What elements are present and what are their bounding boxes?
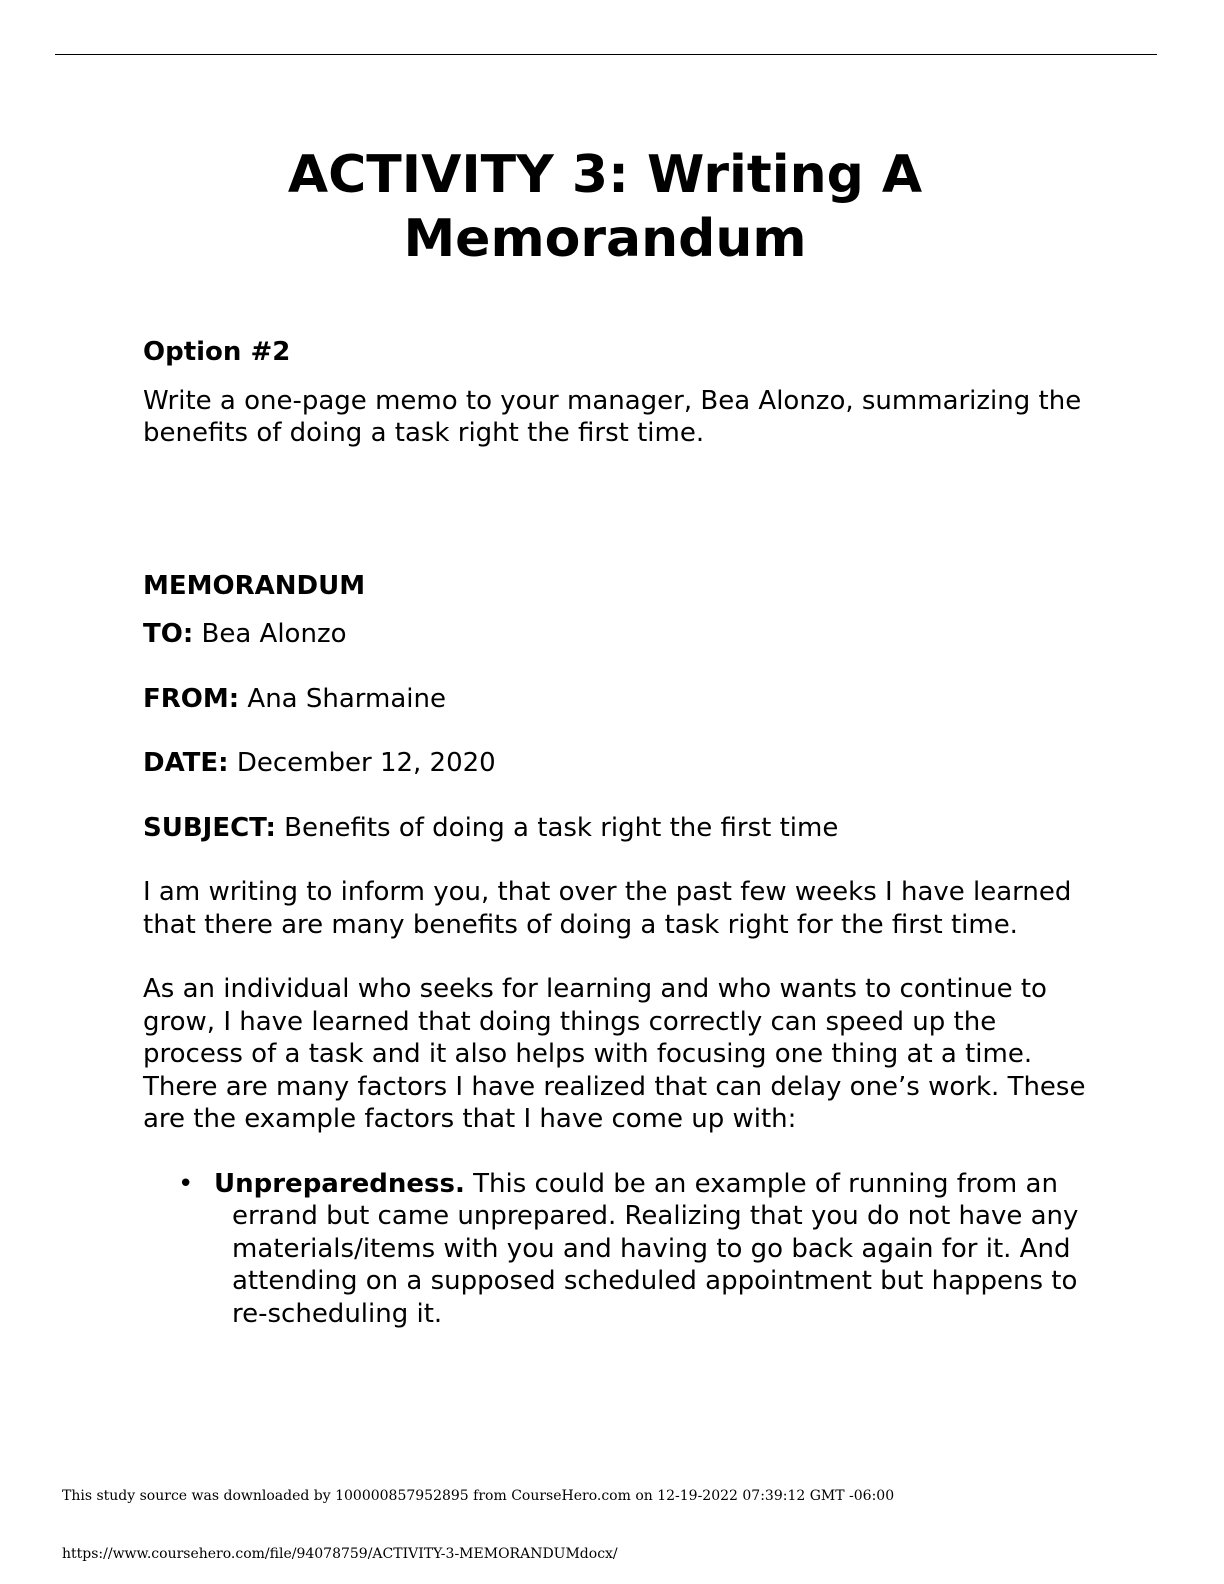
subject-value: Benefits of doing a task right the first time	[275, 812, 839, 843]
memo-subject-field	[143, 812, 1093, 845]
to-label: TO:	[143, 619, 194, 649]
download-source-note: This study source was downloaded by 100000857952895 from CourseHero.com on 12-19-2022 07:39:12 GMT -06:00	[62, 1488, 895, 1504]
option-heading: Option #2	[143, 337, 291, 367]
list-item: • Unpreparedness. This could be an example of running from an errand but came unprepared. Realizing that you do not have any materials/items with you and having to go back again for it. And attending on a supposed scheduled appointment but happens to re-scheduling it.	[178, 1168, 1079, 1329]
header-rule	[55, 54, 1157, 55]
bullet-title: Unpreparedness.	[214, 1168, 465, 1199]
subject-label: SUBJECT:	[143, 812, 276, 843]
source-url: https://www.coursehero.com/file/94078759/ACTIVITY-3-MEMORANDUMdocx/	[62, 1546, 618, 1562]
date-value: December 12, 2020	[228, 748, 496, 778]
memo-from-field	[143, 683, 1093, 716]
bullet-text: This could be an example of running from an errand but came unprepared. Realizing that you do not have any materials/items with you and having to go back again for it. And attending on a supposed scheduled appointment but happens to re-scheduling it.	[232, 1168, 1079, 1329]
body-paragraph: I am writing to inform you, that over the past few weeks I have learned that there are many benefits of doing a task right for the first time.	[143, 877, 1072, 940]
document-title: ACTIVITY 3: Writing A Memorandum	[287, 145, 923, 269]
from-value: Ana Sharmaine	[239, 683, 446, 714]
memo-heading: MEMORANDUM	[143, 570, 366, 601]
document-body	[143, 336, 1093, 1330]
date-label: DATE:	[143, 748, 229, 778]
factor-list	[143, 1168, 1093, 1331]
memo-date-field	[143, 747, 1093, 780]
to-value: Bea Alonzo	[193, 619, 347, 649]
assignment-prompt: Write a one-page memo to your manager, Bea Alonzo, summarizing the benefits of doing a task right the first time.	[143, 385, 1082, 448]
from-label: FROM:	[143, 683, 240, 714]
body-paragraph: As an individual who seeks for learning and who wants to continue to grow, I have learned that doing things correctly can speed up the process of a task and it also helps with focusing one thing at a time. There are many factors I have realized that can delay one’s work. These are the example factors that I have come up with:	[143, 974, 1086, 1134]
memo-to-field	[143, 618, 1093, 651]
